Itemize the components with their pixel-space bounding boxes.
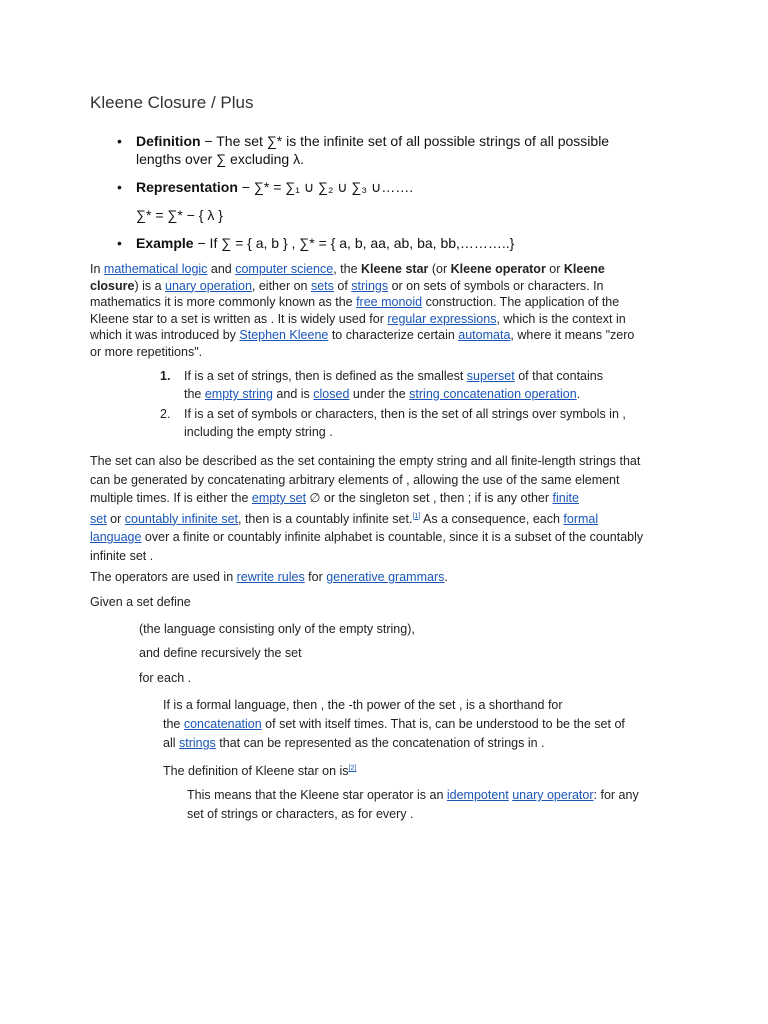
definition-for-each: for each . bbox=[139, 671, 192, 685]
para2-line-3: multiple times. If is either the empty set ∅ or the singleton set , then ; if is any other finite bbox=[90, 491, 579, 505]
paragraph-power bbox=[163, 696, 625, 753]
intro-line-3: mathematics it is more commonly known as the free monoid construction. The application of the bbox=[90, 295, 620, 309]
link-sets[interactable]: sets bbox=[310, 278, 334, 293]
paragraph-operators: The operators are used in rewrite rules for generative grammars. bbox=[90, 570, 448, 584]
link-closed[interactable]: closed bbox=[313, 387, 350, 401]
para4-line-1: If is a formal language, then , the -th power of the set , is a shorthand for bbox=[163, 698, 563, 712]
bullet-dot: • bbox=[117, 235, 122, 251]
link-unary-operation[interactable]: unary operation bbox=[165, 278, 252, 293]
link-stephen-kleene[interactable]: Stephen Kleene bbox=[239, 328, 329, 342]
link-regular-expressions[interactable]: regular expressions bbox=[387, 311, 497, 326]
list-number: 2. bbox=[160, 407, 171, 421]
bullet-representation-line2: ∑* = ∑* − { λ } bbox=[136, 207, 223, 223]
list-number: 1. bbox=[160, 369, 171, 383]
definition-text: − The set ∑* is the infinite set of all possible strings of all possible bbox=[200, 133, 610, 149]
bullet-definition bbox=[117, 133, 697, 173]
list-item-2-line-1: If is a set of symbols or characters, then is the set of all strings over symbols in , bbox=[184, 407, 626, 421]
list-item-1-line-2: the empty string and is closed under the string concatenation operation. bbox=[184, 387, 581, 401]
para2-line-1: The set can also be described as the set containing the empty string and all finite-length strings that bbox=[90, 454, 641, 468]
bullet-dot: • bbox=[117, 133, 122, 149]
link-free-monoid[interactable]: free monoid bbox=[356, 295, 423, 309]
link-language[interactable]: language bbox=[90, 530, 142, 545]
para6-line-1: This means that the Kleene star operator is an idempotent unary operator: for any bbox=[187, 788, 639, 802]
bullet-definition-line1 bbox=[136, 133, 696, 149]
intro-line-6: or more repetitions". bbox=[90, 344, 203, 359]
footnote-1-link[interactable]: [1] bbox=[412, 512, 421, 520]
para2-line-4: set or countably infinite set, then is a countably infinite set.[1] As a consequence, each formal bbox=[90, 511, 599, 526]
footnote-2-link[interactable]: [2] bbox=[348, 765, 357, 772]
link-countably-infinite-set[interactable]: countably infinite set bbox=[124, 511, 239, 526]
term-representation: Representation bbox=[136, 179, 238, 195]
term-example: Example bbox=[136, 235, 194, 251]
link-strings[interactable]: strings bbox=[351, 278, 389, 293]
intro-paragraph bbox=[90, 261, 634, 360]
bullet-example bbox=[117, 235, 697, 255]
link-unary-operator[interactable]: unary operator bbox=[512, 788, 594, 802]
para2-line-2: can be generated by concatenating arbitrary elements of , allowing the use of the same element bbox=[90, 472, 620, 487]
intro-line-2: closure) is a unary operation, either on sets of strings or on sets of symbols or characters. In bbox=[90, 278, 604, 293]
example-text: − If ∑ = { a, b } , ∑* = { a, b, aa, ab, ba, bb,………..} bbox=[193, 235, 515, 251]
para6-line-2: set of strings or characters, as for every . bbox=[187, 807, 414, 821]
bullet-representation bbox=[117, 179, 697, 229]
link-strings-2[interactable]: strings bbox=[178, 736, 216, 750]
bullet-example-line1 bbox=[136, 235, 514, 251]
link-computer-science[interactable]: computer science bbox=[235, 262, 334, 276]
link-automata[interactable]: automata bbox=[458, 328, 511, 342]
link-mathematical-logic[interactable]: mathematical logic bbox=[103, 262, 208, 276]
link-empty-string[interactable]: empty string bbox=[204, 387, 273, 401]
link-empty-set[interactable]: empty set bbox=[251, 491, 307, 505]
link-rewrite-rules[interactable]: rewrite rules bbox=[236, 570, 305, 584]
link-superset[interactable]: superset bbox=[466, 369, 515, 383]
intro-line-4: Kleene star to a set is written as . It is widely used for regular expressions, which is the context in bbox=[90, 311, 626, 326]
paragraph-idempotent bbox=[187, 786, 639, 824]
representation-text: − ∑* = ∑₁ ∪ ∑₂ ∪ ∑₃ ∪……. bbox=[237, 179, 414, 195]
para2-line-6: infinite set . bbox=[90, 548, 154, 563]
intro-line-5: which it was introduced by Stephen Kleene to characterize certain automata, where it means "zero bbox=[90, 328, 635, 342]
definition-recursive: and define recursively the set bbox=[139, 646, 302, 660]
bullet-dot: • bbox=[117, 179, 122, 195]
link-generative-grammars[interactable]: generative grammars bbox=[326, 570, 445, 584]
para4-line-2: the concatenation of set with itself times. That is, can be understood to be the set of bbox=[163, 717, 625, 731]
link-concatenation[interactable]: concatenation bbox=[183, 717, 262, 731]
list-item-1-line-1: If is a set of strings, then is defined as the smallest superset of that contains bbox=[184, 369, 603, 383]
list-item-2-line-2: including the empty string . bbox=[184, 425, 333, 439]
page-title: Kleene Closure / Plus bbox=[90, 93, 254, 112]
link-string-concatenation-operation[interactable]: string concatenation operation bbox=[409, 387, 577, 401]
term-definition: Definition bbox=[136, 133, 201, 149]
paragraph-kleene-definition: The definition of Kleene star on is[2] bbox=[163, 764, 357, 779]
link-idempotent[interactable]: idempotent bbox=[446, 788, 509, 802]
para4-line-3: all strings that can be represented as the concatenation of strings in . bbox=[163, 736, 545, 750]
link-formal[interactable]: formal bbox=[563, 511, 599, 526]
intro-line-1: In mathematical logic and computer science, the Kleene star (or Kleene operator or Kleene bbox=[90, 262, 605, 276]
bullet-representation-line1 bbox=[136, 179, 413, 196]
paragraph-set-description bbox=[90, 452, 643, 565]
link-finite[interactable]: finite bbox=[552, 491, 579, 505]
para2-line-5: language over a finite or countably infinite alphabet is countable, since it is a subset of the countably bbox=[90, 530, 644, 545]
link-set[interactable]: set bbox=[90, 511, 107, 526]
bullet-definition-line2: lengths over ∑ excluding λ. bbox=[136, 151, 304, 167]
given-set-line: Given a set define bbox=[90, 595, 191, 609]
definition-empty-language: (the language consisting only of the empty string), bbox=[139, 622, 415, 636]
